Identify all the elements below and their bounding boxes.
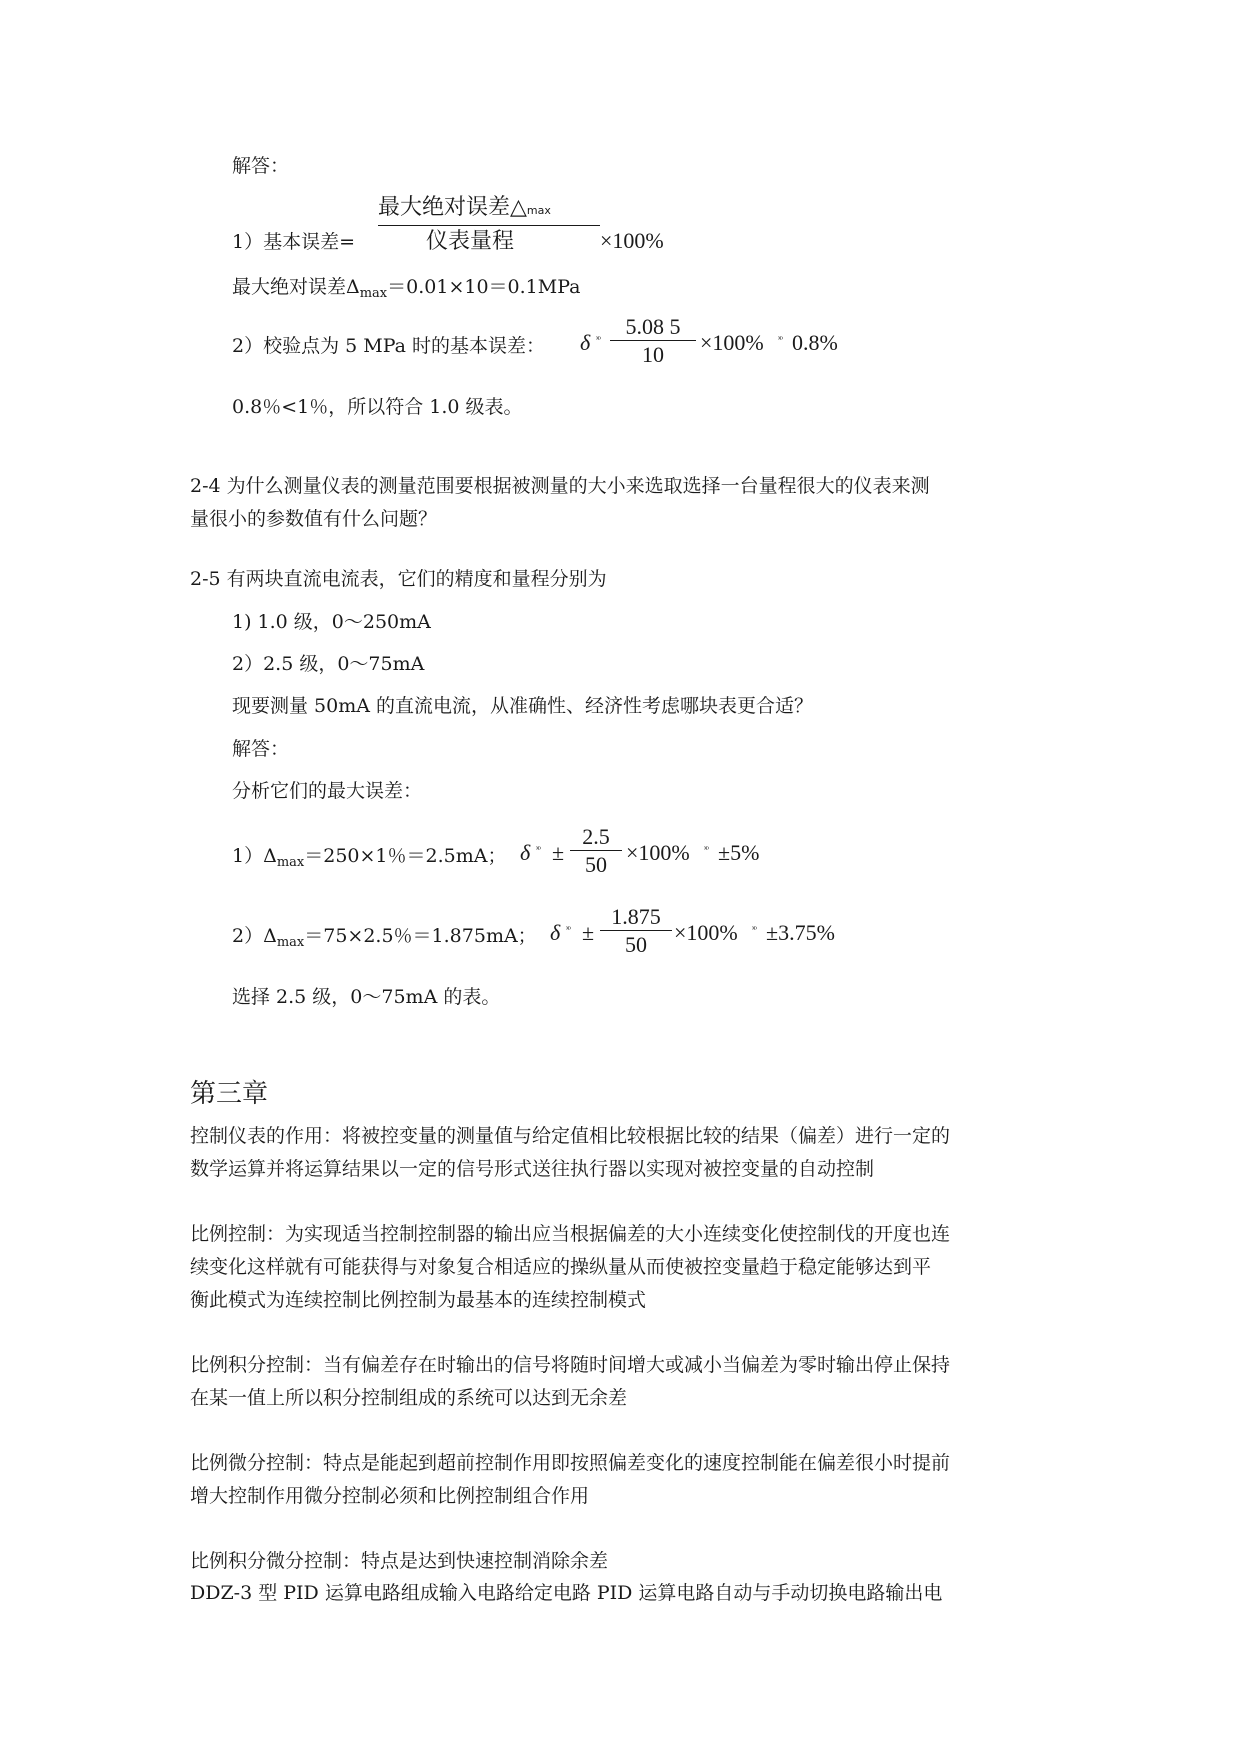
calc2-denominator: 50 — [625, 932, 647, 957]
calc2-text — [232, 924, 537, 948]
eq-glyph-2: ˣᵒ — [778, 334, 782, 345]
chapter-heading: 第三章 — [190, 1079, 269, 1109]
q25-answer-label: 解答： — [232, 738, 290, 760]
delta-symbol: δ — [580, 330, 591, 355]
ch3-p3-line1: 比例积分控制：当有偏差存在时输出的信号将随时间增大或减小当偏差为零时输出停止保持 — [190, 1354, 951, 1376]
check-point-result: 0.8% — [792, 330, 838, 355]
calc1-result: ±5% — [718, 840, 760, 865]
ch3-p4-line2: 增大控制作用微分控制必须和比例控制组合作用 — [190, 1485, 590, 1507]
q25-title: 2-5 有两块直流电流表，它们的精度和量程分别为 — [190, 568, 607, 590]
answer-label: 解答： — [232, 155, 290, 177]
ch3-p2-line1: 比例控制：为实现适当控制控制器的输出应当根据偏差的大小连续变化使控制伐的开度也连 — [190, 1223, 951, 1245]
fraction-denominator: 10 — [642, 342, 664, 367]
formula-denominator: 仪表量程 — [426, 229, 515, 254]
formula-numerator-sub: max — [526, 204, 551, 217]
calc1-text — [232, 844, 506, 868]
check-point-fraction — [610, 314, 696, 369]
calc1-sub: max — [276, 855, 305, 870]
q25-analysis: 分析它们的最大误差： — [232, 780, 423, 802]
calc1-delta: δ — [520, 840, 531, 865]
calc1-eq2: ˣᵒ — [704, 844, 708, 855]
calc1-fraction — [570, 824, 622, 879]
calc2-times: ×100% — [674, 920, 738, 945]
calc1-denominator: 50 — [585, 852, 607, 877]
calc2-sub: max — [276, 935, 305, 950]
q24-line1: 2-4 为什么测量仪表的测量范围要根据被测量的大小来选取选择一台量程很大的仪表来测 — [190, 475, 930, 497]
basic-error-formula — [378, 194, 602, 256]
q24-line2: 量很小的参数值有什么问题？ — [190, 508, 438, 530]
ch3-p5-line1: 比例积分微分控制：特点是达到快速控制消除余差 — [190, 1550, 609, 1572]
max-sub: max — [359, 286, 388, 301]
q25-question: 现要测量 50mA 的直流电流，从准确性、经济性考虑哪块表更合适？ — [232, 695, 813, 717]
calc2-numerator: 1.875 — [600, 904, 672, 931]
ch3-p1-line1: 控制仪表的作用：将被控变量的测量值与给定值相比较根据比较的结果（偏差）进行一定的 — [190, 1125, 951, 1147]
calc2-result: ±3.75% — [766, 920, 835, 945]
calc2-prefix: 2）Δ — [232, 925, 277, 947]
calc1-value: ＝250×1％＝2.5mA； — [304, 845, 507, 867]
conclusion-1: 0.8％<1％，所以符合 1.0 级表。 — [232, 396, 523, 418]
calc2-eq: ˣᵒ — [566, 924, 570, 935]
ch3-p2-line2: 续变化这样就有可能获得与对象复合相适应的操纵量从而使被控变量趋于稳定能够达到平 — [190, 1256, 932, 1278]
ch3-p2-line3: 衡此模式为连续控制比例控制为最基本的连续控制模式 — [190, 1289, 647, 1311]
q25-conclusion: 选择 2.5 级，0～75mA 的表。 — [232, 986, 501, 1008]
calc2-eq2: ˣᵒ — [752, 924, 756, 935]
calc1-prefix: 1）Δ — [232, 845, 277, 867]
max-abs-error-value: ＝0.01×10＝0.1MPa — [387, 276, 581, 298]
calc2-pm: ± — [582, 920, 595, 945]
ch3-p4-line1: 比例微分控制：特点是能起到超前控制作用即按照偏差变化的速度控制能在偏差很小时提前 — [190, 1452, 951, 1474]
basic-error-suffix: ×100% — [600, 228, 664, 253]
max-abs-error-line — [232, 275, 581, 299]
calc1-pm: ± — [552, 840, 565, 865]
q25-item1: 1) 1.0 级，0～250mA — [232, 611, 431, 633]
calc1-numerator: 2.5 — [570, 824, 622, 851]
calc2-fraction — [600, 904, 672, 959]
calc2-delta: δ — [550, 920, 561, 945]
calc2-value: ＝75×2.5％＝1.875mA； — [304, 925, 537, 947]
formula-numerator: 最大绝对误差△ — [378, 195, 527, 220]
q25-item2: 2）2.5 级，0～75mA — [232, 653, 425, 675]
ch3-p6-line1: DDZ-3 型 PID 运算电路组成输入电路给定电路 PID 运算电路自动与手动切换电路输出电 — [190, 1582, 943, 1604]
fraction-bar — [378, 225, 600, 226]
calc1-eq: ˣᵒ — [536, 844, 540, 855]
basic-error-prefix: 1）基本误差= — [232, 231, 356, 253]
eq-glyph: ˣᵒ — [596, 334, 600, 345]
calc1-times: ×100% — [626, 840, 690, 865]
max-abs-error-prefix: 最大绝对误差Δ — [232, 276, 360, 298]
fraction-numerator: 5.08 5 — [610, 314, 696, 341]
ch3-p1-line2: 数学运算并将运算结果以一定的信号形式送往执行器以实现对被控变量的自动控制 — [190, 1158, 875, 1180]
ch3-p3-line2: 在某一值上所以积分控制组成的系统可以达到无余差 — [190, 1387, 628, 1409]
times-100: ×100% — [700, 330, 764, 355]
check-point-error-prefix: 2）校验点为 5 MPa 时的基本误差： — [232, 335, 546, 357]
